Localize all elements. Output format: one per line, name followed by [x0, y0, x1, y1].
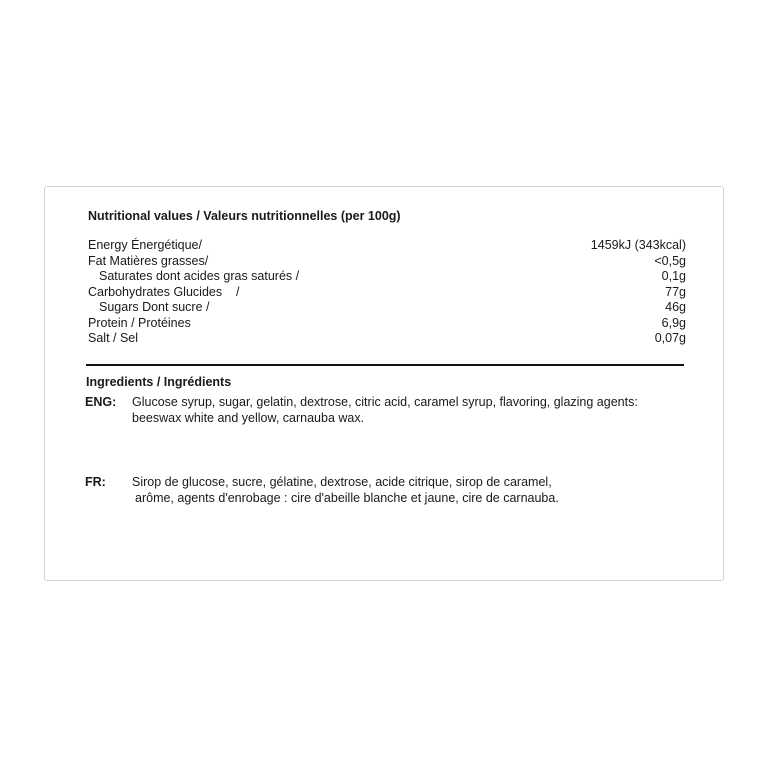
nutrient-name: Fat Matières grasses/ [88, 253, 209, 268]
nutrient-name: Saturates dont acides gras saturés / [99, 269, 300, 283]
nutrient-value: 77g [665, 284, 686, 299]
nutrient-name: Sugars Dont sucre / [99, 300, 210, 314]
nutrient-name: Carbohydrates Glucides / [88, 284, 240, 299]
nutrient-value: 6,9g [661, 315, 686, 330]
nutrient-value: 0,1g [661, 269, 686, 283]
ingredients-title: Ingredients / Ingrédients [86, 375, 232, 389]
ingredients-fr-line: arôme, agents d'enrobage : cire d'abeille blanche et jaune, cire de carnauba. [135, 491, 559, 505]
language-label-fr: FR: [85, 475, 106, 489]
nutrient-value: 46g [665, 300, 686, 314]
nutrient-name: Salt / Sel [88, 331, 139, 345]
nutrition-row-protein [88, 316, 686, 332]
nutrient-value: 0,07g [654, 331, 686, 345]
ingredients-eng-text [132, 394, 638, 426]
nutrition-row-sugars [88, 300, 686, 316]
product-label [44, 186, 724, 581]
ingredients-eng-line: beeswax white and yellow, carnauba wax. [132, 411, 365, 425]
nutrient-value: <0,5g [654, 253, 686, 268]
nutrition-row-energy [88, 238, 686, 254]
nutrient-value: 1459kJ (343kcal) [590, 238, 686, 252]
nutrient-name: Protein / Protéines [88, 315, 191, 330]
nutrition-row-saturates [88, 269, 686, 285]
ingredients-eng-line: Glucose syrup, sugar, gelatin, dextrose, citric acid, caramel syrup, flavoring, glazing agents: [132, 395, 638, 409]
language-label-eng: ENG: [85, 395, 117, 409]
nutrition-row-salt [88, 331, 686, 347]
nutrition-table [88, 238, 686, 347]
section-divider [86, 364, 684, 366]
nutrition-row-carbohydrates [88, 285, 686, 301]
ingredients-fr-text [132, 474, 559, 506]
nutrition-row-fat [88, 254, 686, 270]
ingredients-fr-line: Sirop de glucose, sucre, gélatine, dextrose, acide citrique, sirop de caramel, [132, 475, 552, 489]
nutrition-title: Nutritional values / Valeurs nutritionnelles (per 100g) [88, 209, 401, 223]
nutrient-name: Energy Énergétique/ [88, 238, 202, 252]
